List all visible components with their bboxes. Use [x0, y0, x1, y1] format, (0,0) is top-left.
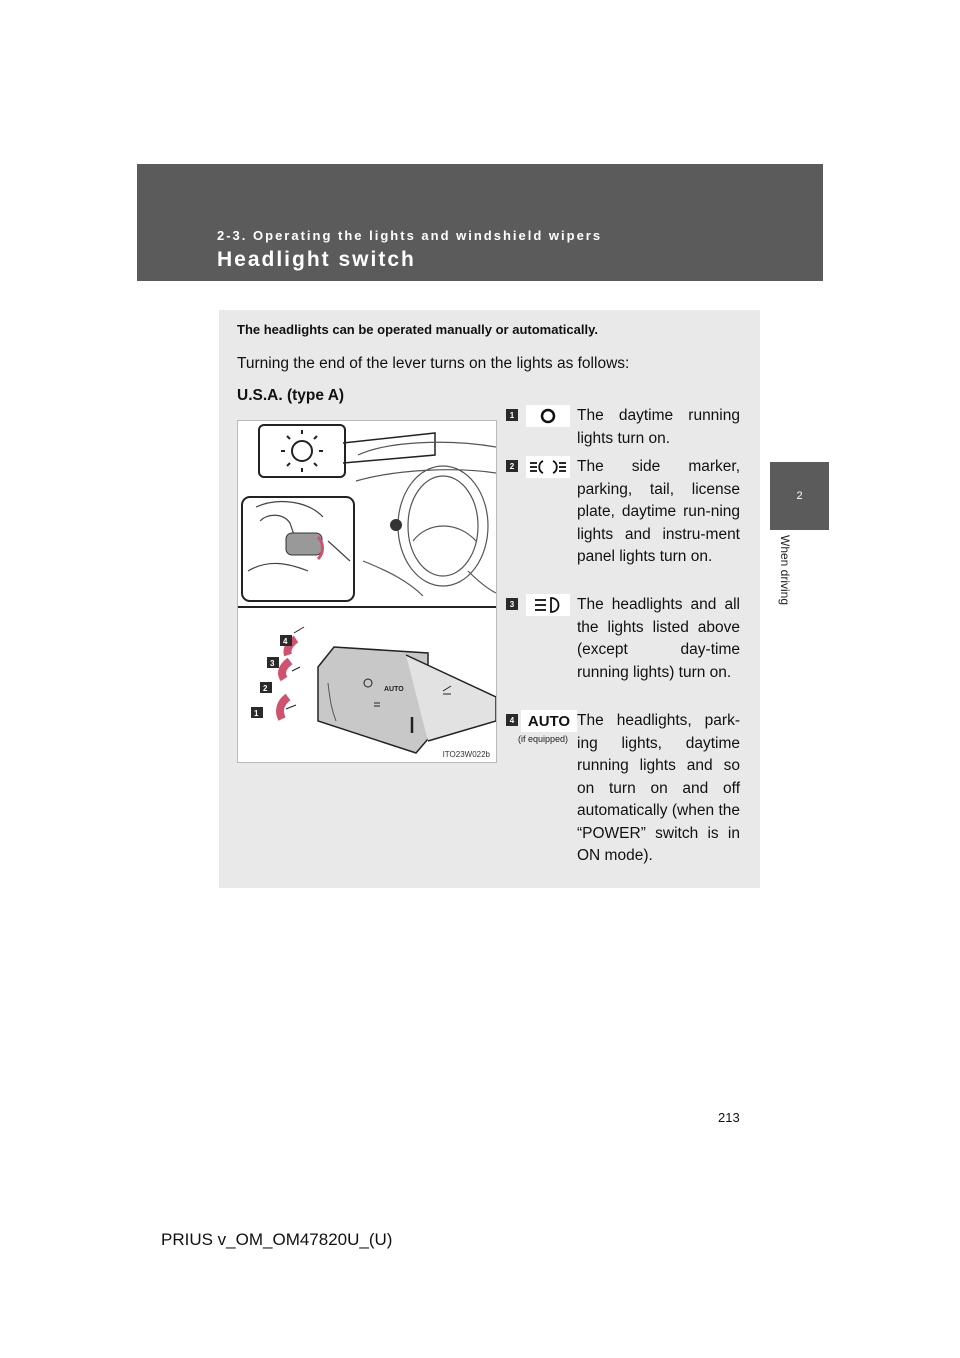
figure-callout-1: 1	[254, 709, 259, 718]
side-marker-lights-icon	[526, 456, 570, 478]
if-equipped-note: (if equipped)	[518, 734, 569, 744]
content-panel	[219, 310, 760, 888]
position-description: The headlights, park-ing lights, daytime running lights and so on turn on and off automatically (when the “POWER” switch is in ON mode).	[577, 712, 740, 864]
chapter-number: 2	[796, 490, 803, 502]
headlight-icon	[526, 594, 570, 616]
section-label: 2-3. Operating the lights and windshield wipers	[217, 228, 603, 243]
headlight-switch-illustration	[237, 420, 497, 763]
figure-callout-3: 3	[270, 659, 275, 668]
page-title: Headlight switch	[217, 248, 416, 271]
position-description: The daytime running lights turn on.	[577, 407, 740, 447]
subheading: U.S.A. (type A)	[237, 387, 345, 404]
auto-icon: AUTO	[521, 710, 577, 732]
lead-text: Turning the end of the lever turns on the lights as follows:	[237, 355, 630, 372]
position-number: 4	[506, 714, 518, 726]
position-description: The headlights and all the lights listed above (except day-time running lights) turn on.	[577, 596, 740, 681]
position-number: 3	[506, 598, 518, 610]
header-band	[137, 164, 823, 281]
position-number: 2	[506, 460, 518, 472]
model-code: PRIUS v_OM_OM47820U_(U)	[161, 1230, 393, 1249]
position-number: 1	[506, 409, 518, 421]
daytime-running-lights-icon	[526, 405, 570, 427]
intro-text: The headlights can be operated manually or automatically.	[237, 322, 598, 337]
figure-callout-2: 2	[263, 684, 268, 693]
position-description: The side marker, parking, tail, license plate, daytime run-ning lights and instru-ment panel lights turn on.	[577, 458, 740, 565]
page-number: 213	[718, 1110, 740, 1125]
figure-code: ITO23W022b	[442, 750, 490, 759]
chapter-tab	[770, 462, 829, 530]
figure-callout-4: 4	[283, 637, 288, 646]
lever-auto-mark: AUTO	[384, 686, 404, 693]
chapter-label: When driving	[778, 535, 792, 606]
